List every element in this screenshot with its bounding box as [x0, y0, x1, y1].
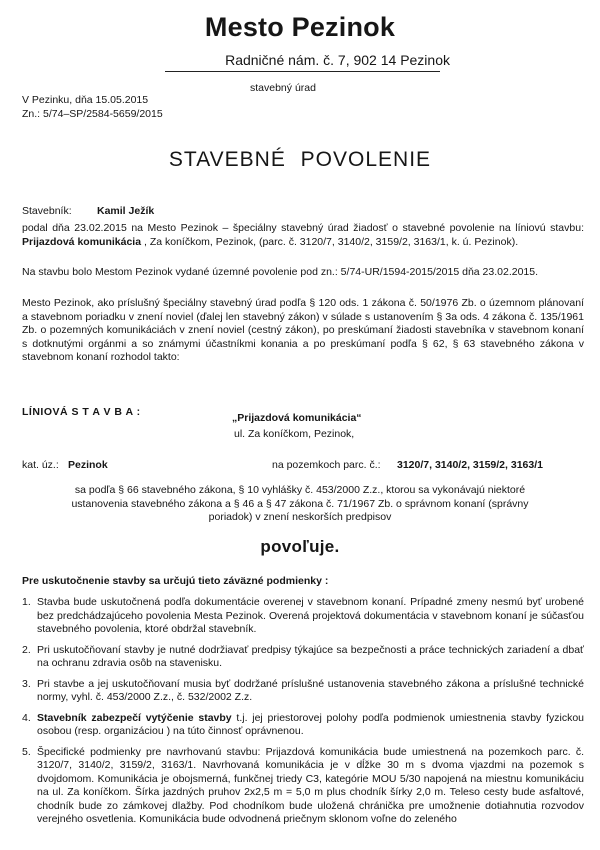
- condition-text: Špecifické podmienky pre navrhovanú stavbu: Prijazdová komunikácia bude umiestnená na pozemkoch parc. č. 3120/7, 3140/2, 3159/2, 3163/1. Navrhovaná komunikácia je v dĺžke 30 m s dvoma vjazdmi na pozemok s dvojdomom. Komunikácia je obojsmerná, funkčnej triedy C3, kategórie MOU 5/30 napojená na miestnu komunikáciu na ul. Za koníčkom. Šírka jazdných pruhov 2x2,5 m = 5,0 m plus chodník šírky 2,0 m. Teleso cesty bude asfaltové, chodník bude zo zámkovej dlažby. Pod chodníkom bude uložená chránička pre umožnenie dotiahnutia rozvodov verejného osvetlenia. Komunikácia bude odvodnená priečnym sklonom voľne do zeleného: [37, 745, 584, 825]
- condition-number: 2.: [22, 643, 31, 656]
- cadastre-label: kat. úz.:: [22, 459, 59, 471]
- structure-location: ul. Za koníčkom, Pezinok,: [234, 428, 355, 440]
- verdict: povoľuje.: [260, 537, 340, 556]
- condition-number: 5.: [22, 745, 31, 758]
- municipality-title: Mesto Pezinok: [204, 12, 396, 42]
- application-text-end: , Za koníčkom, Pezinok, (parc. č. 3120/7, 3140/2, 3159/2, 3163/1, k. ú. Pezinok).: [141, 235, 519, 248]
- condition-item: [22, 678, 584, 705]
- document-title: STAVEBNÉ POVOLENIE: [168, 148, 432, 171]
- condition-text: Pri uskutočňovaní stavby je nutné dodržiavať predpisy týkajúce sa bezpečnosti a práce technických zariadení a dbať na ochranu zdravia osôb na stavenisku.: [37, 643, 584, 669]
- conditions-list: [22, 596, 584, 834]
- condition-item: [22, 596, 584, 637]
- condition-bold-text: Stavebník zabezpečí vytýčenie stavby: [37, 711, 232, 724]
- condition-item: [22, 644, 584, 671]
- zoning-permit-paragraph: Na stavbu bolo Mestom Pezinok vydané územné povolenie pod zn.: 5/74-UR/1594-2015/2015 dňa 23.02.2015.: [22, 266, 539, 278]
- condition-item: [22, 746, 584, 827]
- structure-label: LÍNIOVÁ S T A V B A :: [22, 406, 141, 418]
- builder-label: Stavebník:: [22, 205, 72, 217]
- structure-name: „Prijazdová komunikácia“: [232, 412, 362, 424]
- reference-number: Zn.: 5/74–SP/2584-5659/2015: [22, 108, 163, 120]
- parcels-value: 3120/7, 3140/2, 3159/2, 3163/1: [397, 459, 543, 471]
- condition-item: [22, 712, 584, 739]
- application-structure-name: Prijazdová komunikácia: [22, 235, 142, 248]
- application-text-start: podal dňa 23.02.2015 na Mesto Pezinok – špeciálny stavebný úrad žiadosť o stavebné povolenie na líniovú stavbu:: [22, 222, 584, 234]
- cadastre-value: Pezinok: [68, 459, 108, 471]
- condition-text: Pri stavbe a jej uskutočňovaní musia byť dodržané príslušné ustanovenia stavebného zákona a príslušné technické normy, vyhl. č. 453/2000 Z.z., č. 532/2002 Z.z.: [37, 677, 584, 703]
- office-name: stavebný úrad: [250, 82, 316, 94]
- condition-number: 4.: [22, 711, 31, 724]
- legal-basis: sa podľa § 66 stavebného zákona, § 10 vyhlášky č. 453/2000 Z.z., ktorou sa vykonávajú niektoré ustanovenia stavebného zákona a § 46 a § 47 zákona č. 71/1967 Zb. o správnom konaní (správny poriadok) v znení neskorších predpisov: [71, 484, 529, 523]
- condition-text: Stavba bude uskutočnená podľa dokumentácie overenej v stavebnom konaní. Prípadné zmeny nesmú byť urobené bez predchádzajúceho povolenia Mesta Pezinok. Overená projektová dokumentácia v stavebnom konaní je súčasťou stavebného povolenia, ktoré obdržal stavebník.: [37, 596, 584, 635]
- builder-name: Kamil Ježík: [97, 205, 155, 217]
- authority-paragraph: Mesto Pezinok, ako príslušný špeciálny stavebný úrad podľa § 120 ods. 1 zákona č. 50/1976 Zb. o územnom plánovaní a stavebnom poriadku v znení noviel (ďalej len stavebný zákon) v súlade s ustanovením § 3a ods. 4 zákona č. 135/1961 Zb. o pozemných komunikáciách v znení noviel (cestný zákon), po preskúmaní žiadosti stavebníka v stavebnom konaní s dotknutými orgánmi a so známymi účastníkmi konania a po preskúmaní podľa § 62, § 63 stavebného zákona v stavebnom konaní rozhodol takto:: [22, 297, 584, 363]
- conditions-heading: Pre uskutočnenie stavby sa určujú tieto záväzné podmienky :: [22, 575, 329, 587]
- application-paragraph: [22, 222, 584, 249]
- parcels-label: na pozemkoch parc. č.:: [272, 459, 381, 471]
- condition-text: t.j. jej priestorovej polohy podľa podmienok umiestnenia stavby fyzickou osobou (resp. organizáciou ) na túto činnosť oprávnenou.: [37, 711, 584, 737]
- condition-number: 1.: [22, 596, 31, 608]
- header-divider: [165, 71, 440, 72]
- place-date: V Pezinku, dňa 15.05.2015: [22, 94, 149, 106]
- municipality-address: Radničné nám. č. 7, 902 14 Pezinok: [225, 52, 450, 68]
- condition-number: 3.: [22, 677, 31, 690]
